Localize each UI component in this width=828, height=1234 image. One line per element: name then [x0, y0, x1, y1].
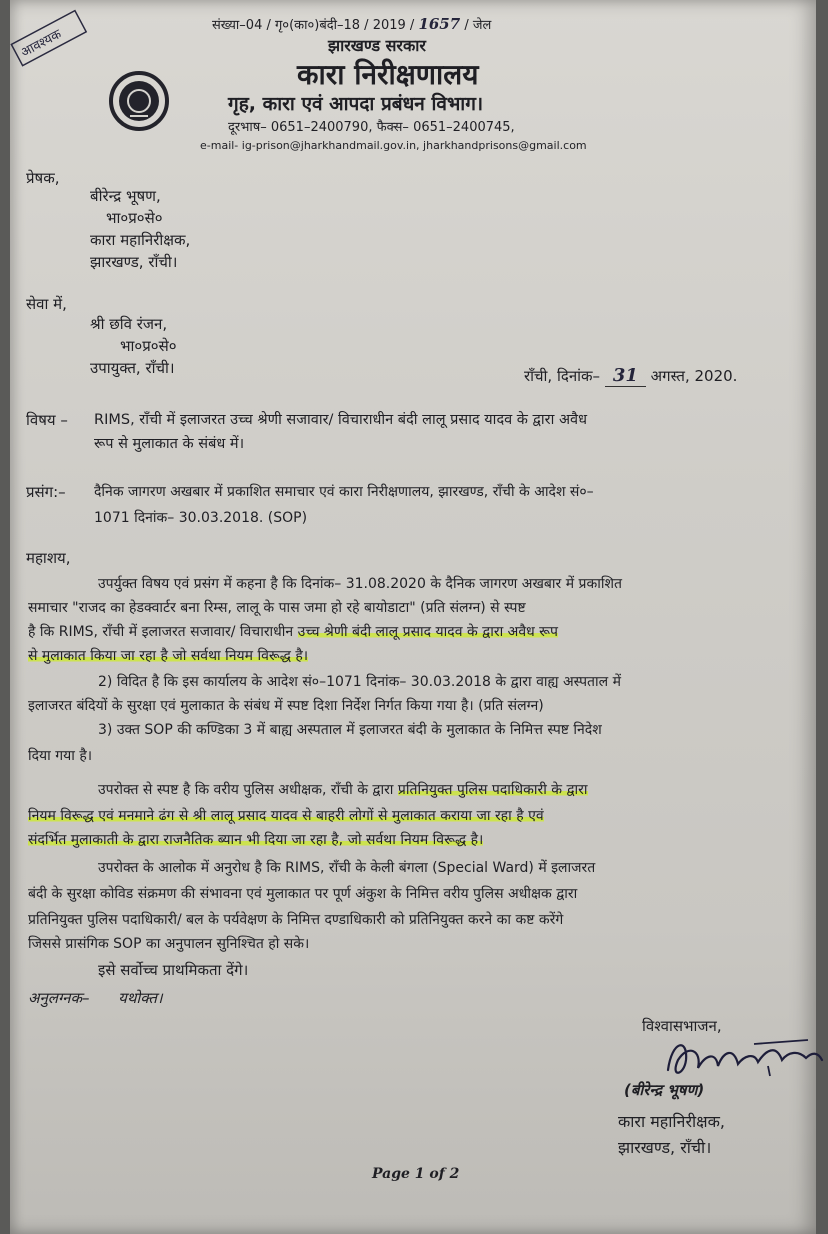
stamp-text: आवश्यक [18, 26, 65, 61]
para5-line1: उपरोक्त के आलोक में अनुरोध है कि RIMS, राँची के केली बंगला (Special Ward) में इलाजरत [98, 860, 596, 876]
reference-label: प्रसंग:– [26, 483, 66, 501]
reference-prefix: संख्या–04 / गृ०(का०)बंदी–18 / 2019 / [212, 18, 415, 33]
para2-line1: 2) विदित है कि इस कार्यालय के आदेश सं०–1071 दिनांक– 30.03.2018 के द्वारा वाह्य अस्पताल में [98, 674, 621, 690]
para5-line3: प्रतिनियुक्त पुलिस पदाधिकारी/ बल के पर्यवेक्षण के निमित्त दण्डाधिकारी को प्रतिनियुक्त करने का कष्ट करेंगे [28, 912, 564, 928]
para1-line3 [28, 622, 558, 642]
sender-designation: कारा महानिरीक्षक, [90, 231, 191, 249]
para3-line1: 3) उक्त SOP की कण्डिका 3 में बाह्य अस्पताल में इलाजरत बंदी के मुलाकात के निमित्त स्पष्ट निदेश [98, 722, 602, 738]
contact-phone: दूरभाष– 0651–2400790, फैक्स– 0651–2400745, [228, 120, 515, 135]
recipient-name: श्री छवि रंजन, [90, 315, 168, 333]
department-name: गृह, कारा एवं आपदा प्रबंधन विभाग। [228, 93, 484, 115]
salutation: महाशय, [26, 549, 71, 567]
government-emblem-logo [108, 70, 170, 132]
recipient-designation: उपायुक्त, राँची। [90, 359, 175, 377]
government-name: झारखण्ड सरकार [328, 36, 426, 55]
reference-line-1: दैनिक जागरण अखबार में प्रकाशित समाचार एवं कारा निरीक्षणालय, झारखण्ड, राँची के आदेश सं०– [94, 484, 594, 500]
para2-line2: इलाजरत बंदियों के सुरक्षा एवं मुलाकात के संबंध में स्पष्ट दिशा निर्देश निर्गत किया गया है। (प्रति संलग्न) [28, 698, 544, 714]
para4-line3 [28, 830, 483, 850]
date-prefix: राँची, दिनांक– [524, 367, 601, 385]
para5-line2: बंदी के सुरक्षा कोविड संक्रमण की संभावना एवं मुलाकात पर पूर्ण अंकुश के निमित्त वरीय पुलिस अधीक्षक द्वारा [28, 886, 578, 902]
subject-label: विषय – [26, 411, 68, 429]
para5-line4: जिससे प्रासंगिक SOP का अनुपालन सुनिश्चित हो सके। [28, 936, 310, 952]
recipient-service: भा०प्र०से० [120, 337, 177, 355]
para4-line2-highlight: नियम विरूद्ध एवं मनमाने ढंग से श्री लालू प्रसाद यादव से बाहरी लोगों से मुलाकात कराया जा रहा है एवं [28, 808, 544, 824]
enclosure: अनुलग्नक– यथोक्त। [28, 989, 163, 1007]
letter-date [524, 366, 737, 386]
para1-line4 [28, 646, 308, 666]
valediction: विश्वासभाजन, [642, 1017, 722, 1035]
page-number: Page 1 of 2 [372, 1166, 460, 1182]
urgent-stamp [10, 9, 88, 67]
para3-line2: दिया गया है। [28, 748, 93, 764]
date-day: 31 [605, 365, 646, 387]
sender-name: बीरेन्द्र भूषण, [90, 187, 161, 205]
contact-email: e-mail- ig-prison@jharkhandmail.gov.in, jharkhandprisons@gmail.com [200, 139, 587, 152]
para1-line4-highlight: से मुलाकात किया जा रहा है जो सर्वथा नियम विरूद्ध है। [28, 648, 309, 664]
subject-line-1: RIMS, राँची में इलाजरत उच्च श्रेणी सजावार/ विचाराधीन बंदी लालू प्रसाद यादव के द्वारा अवैध [94, 412, 588, 428]
date-suffix: अगस्त, 2020. [650, 367, 738, 385]
para6: इसे सर्वोच्च प्राथमिकता देंगे। [98, 961, 249, 979]
para1-line3-highlight: उच्च श्रेणी बंदी लालू प्रसाद यादव के द्वारा अवैध रूप [297, 624, 559, 640]
para1-line1: उपर्युक्त विषय एवं प्रसंग में कहना है कि दिनांक– 31.08.2020 के दैनिक जागरण अखबार में प्रकाशित [98, 576, 622, 592]
reference-line-2: 1071 दिनांक– 30.03.2018. (SOP) [94, 510, 308, 526]
signatory-name: (बीरेन्द्र भूषण) [624, 1081, 705, 1099]
sender-service: भा०प्र०से० [106, 209, 163, 227]
signatory-designation: कारा महानिरीक्षक, [618, 1112, 725, 1131]
para4-line1-highlight: प्रतिनियुक्त पुलिस पदाधिकारी के द्वारा [397, 782, 588, 798]
reference-suffix: / जेल [464, 18, 492, 33]
office-title: कारा निरीक्षणालय [297, 58, 479, 91]
para1-line2: समाचार "राजद का हेडक्वार्टर बना रिम्स, लालू के पास जमा हो रहे बायोडाटा" (प्रति संलग्न) से स्पष्ट [28, 600, 526, 616]
para4-line3-highlight: संदर्भित मुलाकाती के द्वारा राजनैतिक ब्यान भी दिया जा रहा है, जो सर्वथा नियम विरूद्ध है। [28, 832, 484, 848]
letter-page [10, 0, 816, 1234]
reference-line [212, 14, 491, 36]
para4-line2 [28, 806, 544, 826]
subject-line-2: रूप से मुलाकात के संबंध में। [94, 436, 245, 452]
para4-line1-start: उपरोक्त से स्पष्ट है कि वरीय पुलिस अधीक्षक, राँची के द्वारा [98, 782, 394, 798]
reference-number: 1657 [418, 15, 461, 33]
sender-place: झारखण्ड, राँची। [90, 253, 178, 271]
para4-line1 [98, 780, 588, 800]
para1-line3-start: है कि RIMS, राँची में इलाजरत सजावार/ विचाराधीन [28, 624, 294, 640]
signatory-place: झारखण्ड, राँची। [618, 1138, 712, 1157]
sender-label: प्रेषक, [26, 169, 60, 187]
recipient-label: सेवा में, [26, 295, 67, 313]
